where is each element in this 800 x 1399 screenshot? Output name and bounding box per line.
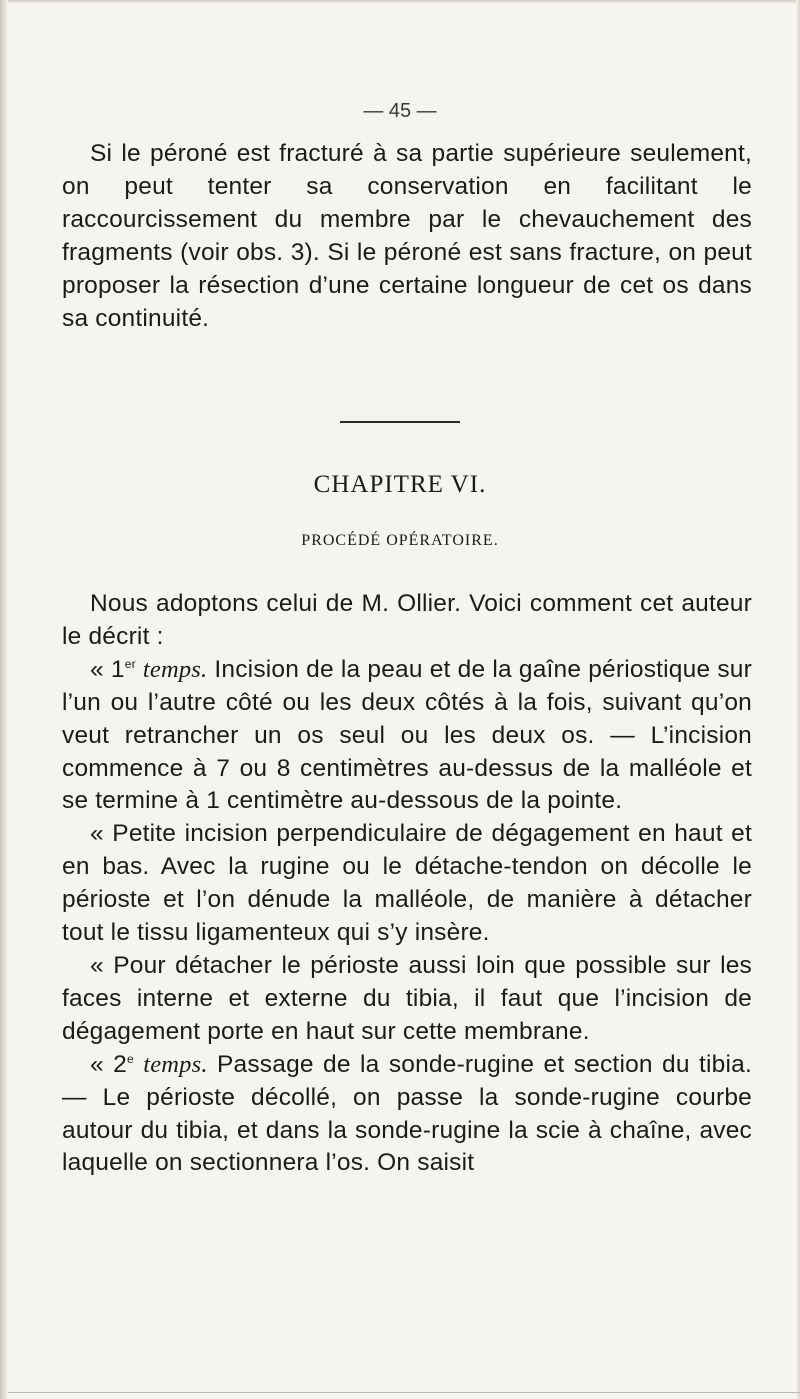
- page-number: — 45 —: [363, 100, 437, 122]
- pour-detacher-paragraph: « Pour détacher le périoste aussi loin que possible sur les faces interne et externe du tibia, il faut que l’incision de dégagement porte en haut sur cette membrane.: [62, 951, 752, 1045]
- chapter-body: [62, 588, 752, 1180]
- continued-paragraph: Si le péroné est fracturé à sa partie supérieure seulement, on peut tenter sa conservation en facilitant le raccourcissement du membre par le chevauchement des fragments (voir obs. 3). Si le péroné est sans fracture, on peut proposer la résection d’une certaine longueur de cet os dans sa continuité.: [62, 140, 752, 332]
- intro-paragraph: Nous adoptons celui de M. Ollier. Voici comment cet auteur le décrit :: [62, 590, 752, 650]
- step2-label: temps.: [143, 1050, 208, 1078]
- step2-prefix: « 2: [90, 1050, 127, 1078]
- step1-text: Incision de la peau et de la gaîne périostique sur l’un ou l’autre côté ou les deux côtés à la fois, suivant qu’on veut retrancher un os seul ou les deux os. — L’incision commence à 7 ou 8 centimètres au-dessus de la malléole et se termine à 1 centimètre au-dessous de la pointe.: [62, 655, 752, 815]
- page-binding-edge: [0, 0, 8, 1399]
- page-right-edge: [796, 0, 800, 1399]
- step1-paragraph: [62, 654, 752, 819]
- section-divider: [340, 421, 460, 423]
- step2-text: Passage de la sonde-rugine et section du tibia. — Le périoste décollé, on passe la sonde-rugine courbe autour du tibia, et dans la sonde-rugine la scie à chaîne, avec laquelle on sectionnera l’os. On saisit: [62, 1050, 752, 1177]
- step1-sup: er: [124, 656, 136, 671]
- page-bottom-edge: [8, 1392, 800, 1393]
- continued-section: [62, 138, 752, 335]
- step2-sup: e: [126, 1051, 134, 1066]
- step1-prefix: « 1: [90, 655, 125, 683]
- petite-incision-paragraph: « Petite incision perpendiculaire de dégagement en haut et en bas. Avec la rugine ou le détache-tendon on décolle le périoste et l’on dénude la malléole, de manière à détacher tout le tissu ligamenteux qui s’y insère.: [62, 820, 752, 947]
- page-top-edge: [0, 0, 800, 4]
- chapter-title: CHAPITRE VI.: [313, 471, 487, 498]
- step1-label: temps.: [142, 655, 208, 683]
- step2-paragraph: [62, 1049, 752, 1181]
- chapter-subtitle: PROCÉDÉ OPÉRATOIRE.: [301, 532, 499, 549]
